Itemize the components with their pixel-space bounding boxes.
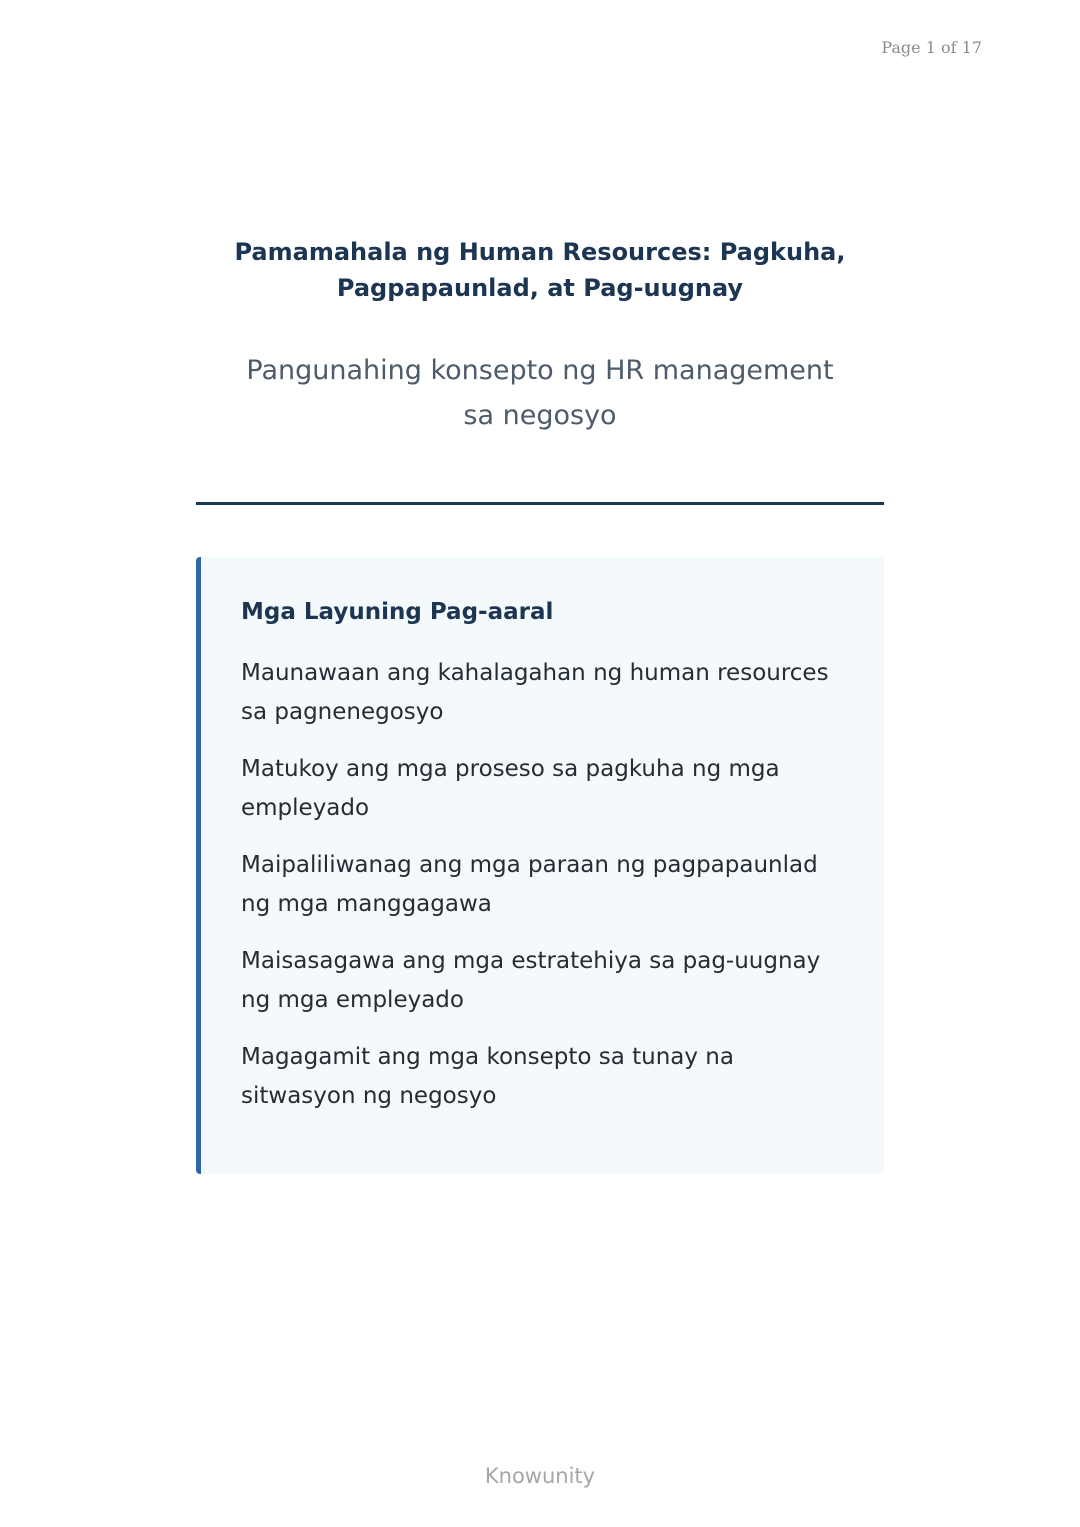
objective-item: Maipaliliwanag ang mga paraan ng pagpapaunlad ng mga manggagawa	[241, 852, 818, 917]
section-divider	[196, 502, 884, 505]
objectives-heading: Mga Layuning Pag-aaral	[241, 599, 554, 625]
document-subtitle: Pangunahing konsepto ng HR management sa negosyo	[246, 355, 834, 431]
objective-item: Maunawaan ang kahalagahan ng human resources sa pagnenegosyo	[241, 660, 829, 725]
footer-brand: Knowunity	[484, 1464, 596, 1488]
objective-item: Magagamit ang mga konsepto sa tunay na sitwasyon ng negosyo	[241, 1044, 734, 1109]
learning-objectives-box	[196, 557, 884, 1174]
objective-item: Maisasagawa ang mga estratehiya sa pag-uugnay ng mga empleyado	[241, 948, 821, 1013]
document-title: Pamamahala ng Human Resources: Pagkuha, Pagpapaunlad, at Pag-uugnay	[234, 238, 846, 302]
page-number: Page 1 of 17	[881, 38, 982, 57]
objective-item: Matukoy ang mga proseso sa pagkuha ng mga empleyado	[241, 756, 780, 821]
objectives-list	[241, 654, 854, 1115]
